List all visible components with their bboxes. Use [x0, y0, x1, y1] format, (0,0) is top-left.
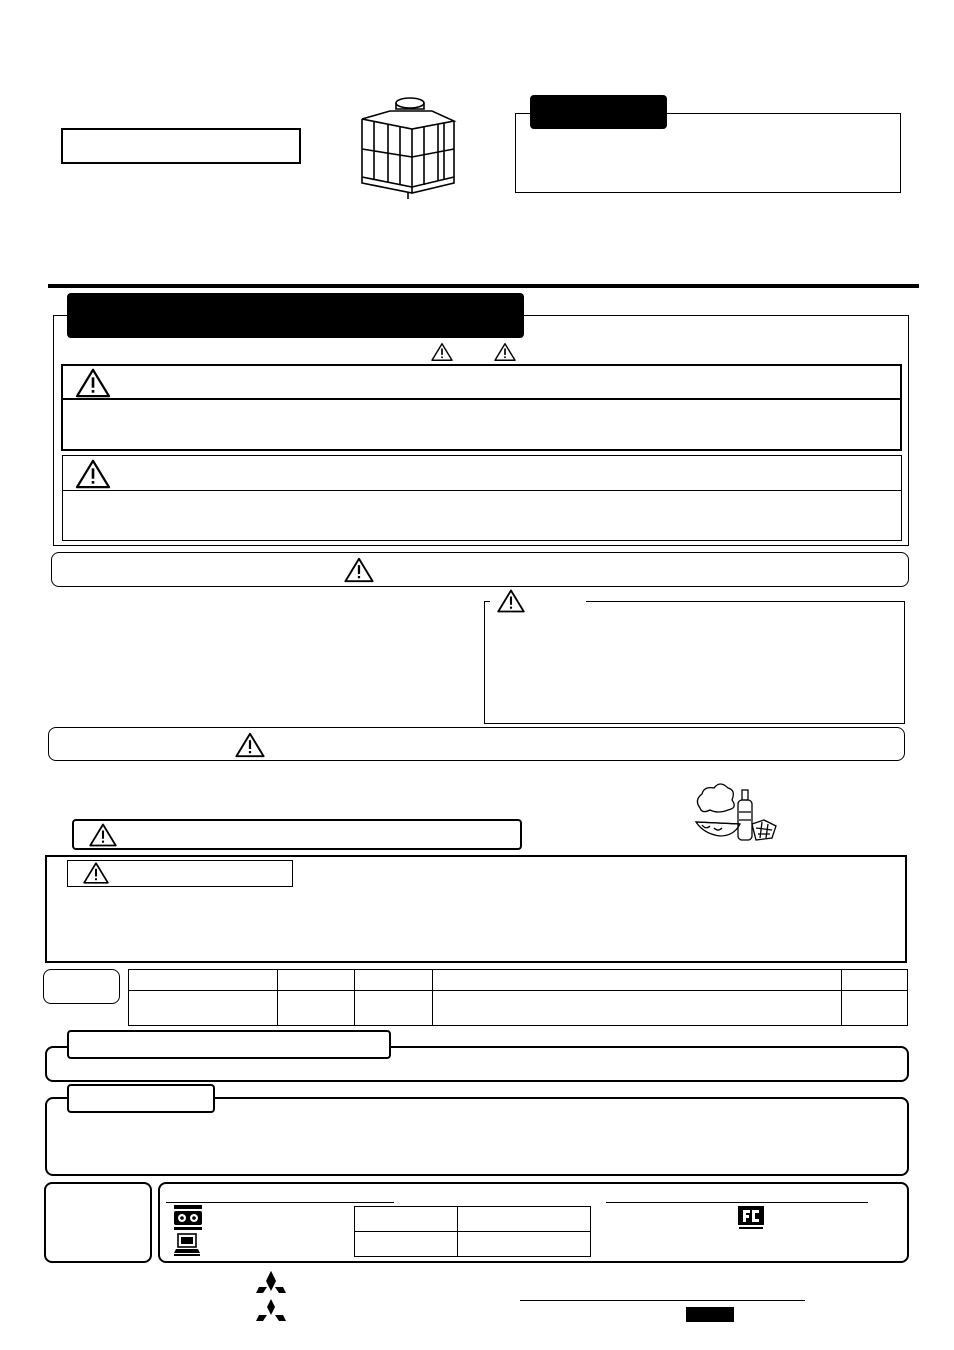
specs-header-cell: [842, 970, 908, 991]
footer-code-block: [686, 1307, 734, 1322]
cleaning-supplies-illustration: [692, 778, 778, 846]
repair-section-tab: [67, 1084, 215, 1113]
safety-intro: [60, 342, 900, 362]
caution-body: [62, 490, 902, 541]
contact-cell: [457, 1232, 590, 1257]
contact-cell: [355, 1232, 458, 1257]
specs-value-cell: [432, 991, 841, 1026]
warning-triangle-icon: [74, 367, 112, 399]
contact-table: [354, 1206, 591, 1257]
specs-value-cell: [354, 991, 432, 1026]
lamp-illustration: [352, 93, 462, 201]
contact-divider-left: [166, 1202, 394, 1203]
warning-triangle-icon: [496, 588, 526, 614]
contact-cell: [457, 1207, 590, 1232]
cleaning-label-bar: [72, 819, 522, 850]
safety-title-bar: [67, 293, 524, 338]
danger-body: [61, 398, 902, 451]
specs-header-cell: [354, 970, 432, 991]
install-section-bar: [51, 552, 909, 587]
computer-icon: [174, 1233, 200, 1257]
warning-triangle-icon: [343, 556, 375, 584]
parts-section-tab: [67, 1030, 391, 1059]
contact-divider-right: [606, 1202, 868, 1203]
footer-rule: [520, 1300, 805, 1301]
header-divider: [48, 284, 919, 288]
specs-value-cell: [842, 991, 908, 1026]
three-diamonds-logo: [256, 1271, 286, 1321]
warning-triangle-icon: [88, 822, 118, 848]
caution-header: [62, 455, 902, 491]
danger-header: [61, 364, 902, 400]
specs-header-cell: [432, 970, 841, 991]
model-box: [61, 128, 301, 164]
specs-value-cell: [277, 991, 354, 1026]
contact-cell: [355, 1207, 458, 1232]
warning-triangle-icon: [493, 342, 517, 362]
free-call-icon: [737, 1206, 765, 1232]
install-caution-box: [484, 601, 905, 724]
warning-triangle-icon: [74, 458, 112, 490]
specs-header-cell: [277, 970, 354, 991]
specs-value-cell: [129, 991, 278, 1026]
notice-tab: [530, 95, 667, 129]
specs-table: [128, 969, 908, 1026]
tab-underline: [586, 601, 596, 602]
maintenance-section-bar: [48, 727, 905, 761]
warning-triangle-icon: [234, 731, 266, 759]
specs-header-cell: [129, 970, 278, 991]
free-dial-icon: [173, 1205, 203, 1231]
contact-label-box: [44, 1182, 152, 1263]
specs-tag: [43, 969, 120, 1004]
warning-triangle-icon: [82, 861, 110, 885]
warning-triangle-icon: [430, 342, 454, 362]
